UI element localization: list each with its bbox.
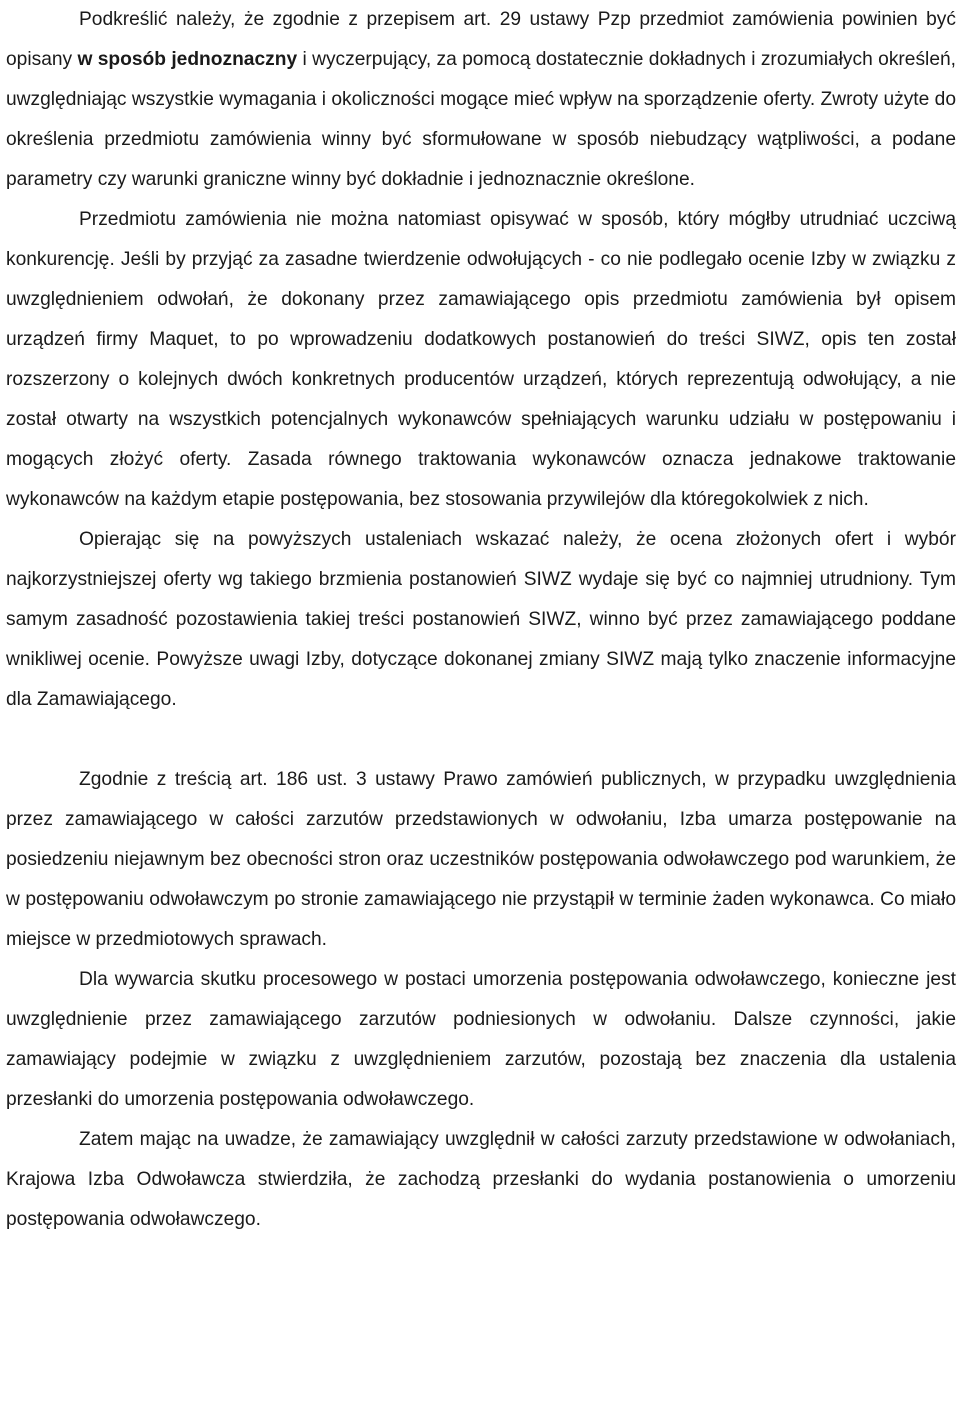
paragraph-5: [6, 960, 956, 1120]
paragraph-4: [6, 760, 956, 960]
paragraph-1: [6, 0, 956, 200]
paragraph-6-text: Zatem mając na uwadze, że zamawiający uwzględnił w całości zarzuty przedstawione w odwołaniach, Krajowa Izba Odwoławcza stwierdziła, że zachodzą przesłanki do wydania postanowienia o umorzeniu postępowania odwoławczego.: [6, 1129, 956, 1230]
paragraph-1-bold-phrase: w sposób jednoznaczny: [77, 49, 298, 70]
paragraph-1-text-a: Podkreślić należy, że zgodnie z przepisem art. 29 ustawy Pzp przedmiot zamówienia powinien być opisany: [6, 9, 956, 70]
paragraph-3: [6, 520, 956, 720]
paragraph-3-text: Opierając się na powyższych ustaleniach wskazać należy, że ocena złożonych ofert i wybór najkorzystniejszej oferty wg takiego brzmienia postanowień SIWZ wydaje się być co najmniej utrudniony. Tym samym zasadność pozostawienia takiej treści postanowień SIWZ, winno być przez zamawiającego poddane wnikliwej ocenie. Powyższe uwagi Izby, dotyczące dokonanej zmiany SIWZ mają tylko znaczenie informacyjne dla Zamawiającego.: [6, 529, 956, 710]
paragraph-2: [6, 200, 956, 520]
paragraph-6: [6, 1120, 956, 1240]
paragraph-2-text: Przedmiotu zamówienia nie można natomiast opisywać w sposób, który mógłby utrudniać uczciwą konkurencję. Jeśli by przyjąć za zasadne twierdzenie odwołujących - co nie podlegało ocenie Izby w związku z uwzględnieniem odwołań, że dokonany przez zamawiającego opis przedmiotu zamówienia był opisem urządzeń firmy Maquet, to po wprowadzeniu dodatkowych postanowień do treści SIWZ, opis ten został rozszerzony o kolejnych dwóch konkretnych producentów urządzeń, których reprezentują odwołujący, a nie został otwarty na wszystkich potencjalnych wykonawców spełniających warunku udziału w postępowaniu i mogących złożyć oferty. Zasada równego traktowania wykonawców oznacza jednakowe traktowanie wykonawców na każdym etapie postępowania, bez stosowania przywilejów dla któregokolwiek z nich.: [6, 209, 956, 510]
paragraph-4-text: Zgodnie z treścią art. 186 ust. 3 ustawy Prawo zamówień publicznych, w przypadku uwzględnienia przez zamawiającego w całości zarzutów przedstawionych w odwołaniu, Izba umarza postępowanie na posiedzeniu niejawnym bez obecności stron oraz uczestników postępowania odwoławczego pod warunkiem, że w postępowaniu odwoławczym po stronie zamawiającego nie przystąpił w terminie żaden wykonawca. Co miało miejsce w przedmiotowych sprawach.: [6, 769, 956, 950]
paragraph-1-text-b: i wyczerpujący, za pomocą dostatecznie dokładnych i zrozumiałych określeń, uwzględniając wszystkie wymagania i okoliczności mogące mieć wpływ na sporządzenie oferty. Zwroty użyte do określenia przedmiotu zamówienia winny być sformułowane w sposób niebudzący wątpliwości, a podane parametry czy warunki graniczne winny być dokładnie i jednoznacznie określone.: [6, 49, 956, 190]
document-page: [6, 0, 956, 1240]
paragraph-5-text: Dla wywarcia skutku procesowego w postaci umorzenia postępowania odwoławczego, konieczne jest uwzględnienie przez zamawiającego zarzutów podniesionych w odwołaniu. Dalsze czynności, jakie zamawiający podejmie w związku z uwzględnieniem zarzutów, pozostają bez znaczenia dla ustalenia przesłanki do umorzenia postępowania odwoławczego.: [6, 969, 956, 1110]
